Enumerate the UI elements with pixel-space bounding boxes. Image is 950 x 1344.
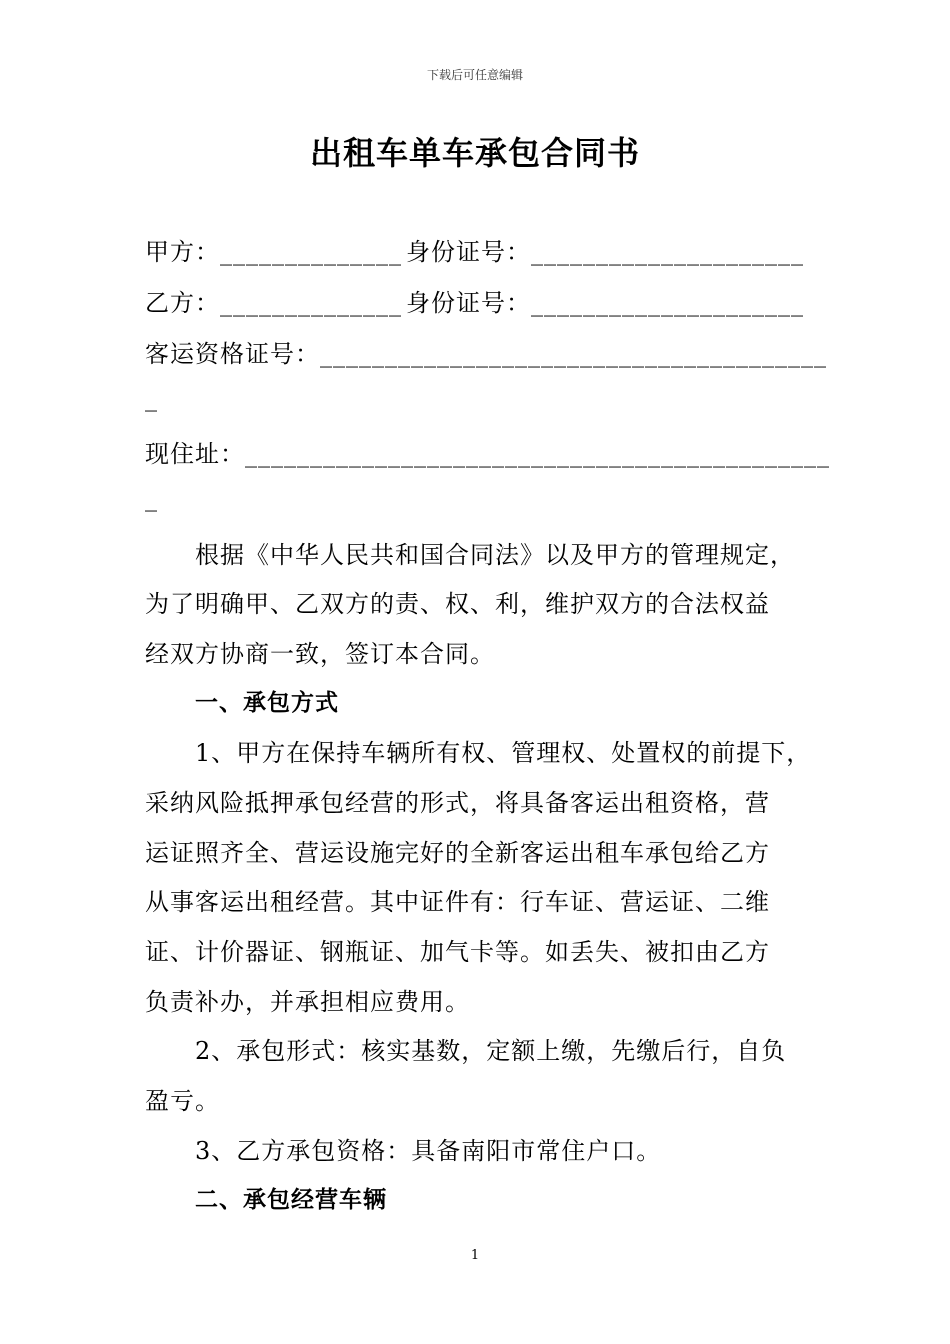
party-b-id-field: 身份证号：_____________________ bbox=[406, 289, 804, 317]
intro-line: 经双方协商一致，签订本合同。 bbox=[145, 640, 495, 668]
party-a-field: 甲方：______________ bbox=[145, 238, 402, 266]
section-heading: 一、承包方式 bbox=[195, 690, 339, 716]
clause-line: 2、承包形式：核实基数，定额上缴，先缴后行，自负 bbox=[195, 1037, 787, 1065]
clause-line: 3、乙方承包资格：具备南阳市常住户口。 bbox=[195, 1137, 662, 1165]
section-heading: 二、承包经营车辆 bbox=[195, 1187, 387, 1213]
header-note: 下载后可任意编辑 bbox=[426, 68, 523, 82]
intro-line: 为了明确甲、乙双方的责、权、利，维护双方的合法权益 bbox=[145, 590, 770, 618]
clause-line: 采纳风险抵押承包经营的形式，将具备客运出租资格，营 bbox=[145, 789, 770, 817]
clause-line: 证、计价器证、钢瓶证、加气卡等。如丢失、被扣由乙方 bbox=[145, 938, 770, 966]
license-field-wrap: _ bbox=[145, 384, 158, 412]
clause-line: 盈亏。 bbox=[145, 1087, 220, 1115]
clause-line: 负责补办，并承担相应费用。 bbox=[145, 988, 470, 1016]
intro-line: 根据《中华人民共和国合同法》以及甲方的管理规定， bbox=[195, 541, 795, 569]
clause-line: 1、甲方在保持车辆所有权、管理权、处置权的前提下， bbox=[195, 739, 812, 767]
address-field-wrap: _ bbox=[145, 484, 158, 512]
page-number: 1 bbox=[470, 1248, 480, 1263]
document-title: 出租车单车承包合同书 bbox=[309, 134, 640, 172]
party-a-id-field: 身份证号：_____________________ bbox=[406, 238, 804, 266]
clause-line: 运证照齐全、营运设施完好的全新客运出租车承包给乙方 bbox=[145, 839, 770, 867]
license-field: 客运资格证号：_______________________________________ bbox=[145, 340, 827, 368]
address-field: 现住址：_____________________________________________ bbox=[145, 440, 830, 468]
clause-line: 从事客运出租经营。其中证件有：行车证、营运证、二维 bbox=[145, 888, 770, 916]
party-b-field: 乙方：______________ bbox=[145, 289, 402, 317]
